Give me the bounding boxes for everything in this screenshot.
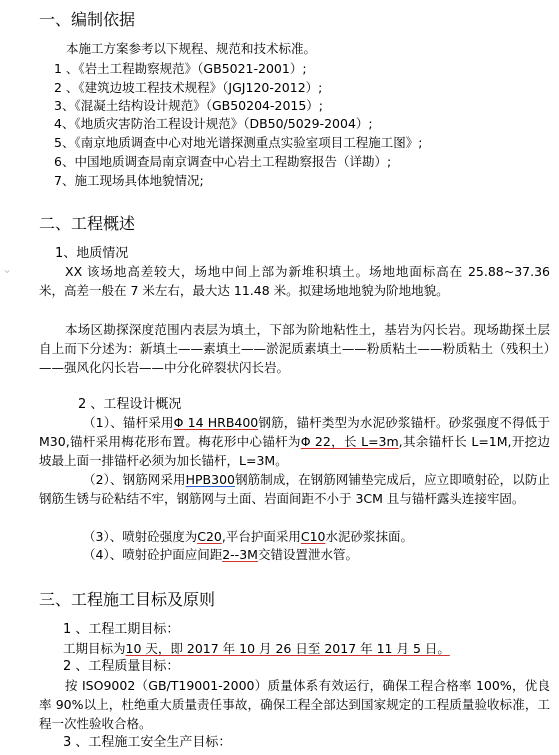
schedule-dates: 10 天，即 2017 年 10 月 26 日至 2017 年 11 月 5 日。 bbox=[125, 641, 450, 656]
design-item-concrete bbox=[83, 528, 413, 545]
design-item-mesh-text: 钢筋制成，在钢筋网铺垫完成后，应立即喷射砼，以防止钢筋生锈与砼粘结不牢，钢筋网与土面、岩面间距不小于 3CM 且与锚杆露头连接牢固。 bbox=[39, 472, 550, 506]
subsection-geology-title: 1、地质情况 bbox=[55, 246, 129, 261]
design-item-mesh bbox=[39, 470, 550, 508]
mesh-rebar-spec: HPB300 bbox=[185, 472, 235, 487]
strata-paragraph: 本场区勘探深度范围内表层为填土，下部为阶地粘性土，基岩为闪长岩。现场勘探土层自上而下分述为：新填土——素填土——淤泥质素填土——粉质粘土——粉质粘土（残积土）——强风化闪长岩——中分化碎裂状闪长岩。 bbox=[39, 322, 550, 375]
design-item-anchor-lead: （1）、锚杆采用 bbox=[83, 415, 174, 430]
design-item-anchor-tail: ,其余锚杆长 L=1M,开挖边坡最上面一排锚杆必须为加长锚杆，L=3M。 bbox=[39, 434, 550, 468]
subsection-quality-title: 2 、工程质量目标： bbox=[63, 659, 180, 674]
mortar-grade: C10 bbox=[300, 529, 326, 544]
design-item-drain bbox=[83, 546, 358, 563]
schedule-target-lead: 工期目标为 bbox=[63, 641, 126, 656]
design-item-drain-tail: 交错设置泄水管。 bbox=[257, 547, 358, 562]
margin-mark: ⌄ bbox=[2, 262, 13, 276]
reference-item: 1 、《岩土工程勘察规范》（GB5021-2001）; bbox=[54, 61, 307, 76]
reference-item: 6、中国地质调查局南京调查中心岩土工程勘察报告（详勘）; bbox=[54, 154, 392, 169]
design-item-mesh-lead: （2）、钢筋网采用 bbox=[83, 472, 186, 487]
schedule-target bbox=[63, 640, 450, 657]
shotcrete-strength: C20 bbox=[197, 529, 222, 544]
reference-item: 2 、《建筑边坡工程技术规程》（JGJ120-2012）; bbox=[54, 80, 323, 95]
reference-item: 7、施工现场具体地貌情况; bbox=[54, 173, 204, 188]
reference-item: 3、《混凝土结构设计规范》（GB50204-2015）; bbox=[54, 98, 324, 113]
design-item-concrete-mid: ,平台护面采用 bbox=[221, 529, 301, 544]
design-item-drain-lead: （4）、喷射砼护面应间距 bbox=[83, 547, 223, 562]
quality-paragraph: 按 ISO9002（GB/T19001-2000）质量体系有效运行，确保工程合格率 100%，优良率 90%以上，杜绝重大质量责任事故，确保工程全部达到国家规定的工程质量验收标准，工程一次性验收合格。 bbox=[39, 678, 550, 731]
reference-item: 4、《地质灾害防治工程设计规范》（DB50/5029-2004）; bbox=[54, 116, 373, 131]
design-item-concrete-lead: （3）、喷射砼强度为 bbox=[83, 529, 198, 544]
section-3-title: 三、工程施工目标及原则 bbox=[39, 590, 216, 609]
design-item-anchor bbox=[39, 413, 550, 470]
section-2-title: 二、工程概述 bbox=[39, 214, 136, 233]
anchor-rebar-spec: Φ 14 HRB400 bbox=[173, 415, 259, 430]
design-item-anchor-text: 钢筋，锚杆类型为水泥砂浆锚杆。砂浆强度不得低于 M30,锚杆采用梅花形布置。梅花形中心锚杆为 bbox=[39, 415, 550, 449]
reference-item: 5、《南京地质调查中心对地光谱探测重点实验室项目工程施工图》; bbox=[54, 135, 423, 150]
design-item-concrete-tail: 水泥砂浆抹面。 bbox=[325, 529, 413, 544]
section-1-title: 一、编制依据 bbox=[39, 10, 136, 29]
center-anchor-spec: Φ 22，长 L=3m bbox=[300, 434, 399, 449]
subsection-safety-title: 3 、工程施工安全生产目标： bbox=[63, 735, 232, 750]
section-1-intro: 本施工方案参考以下规程、规范和技术标准。 bbox=[66, 41, 317, 56]
drain-spacing: 2--3M bbox=[222, 547, 258, 562]
subsection-design-title: 2 、工程设计概况 bbox=[78, 397, 182, 412]
subsection-schedule-title: 1 、工程工期目标： bbox=[63, 622, 180, 637]
geology-paragraph: XX 该场地高差较大，场地中间上部为新堆积填土。场地地面标高在 25.88~37.36 米，高差一般在 7 米左右，最大达 11.48 米。拟建场地地貌为阶地地貌。 bbox=[39, 264, 550, 298]
